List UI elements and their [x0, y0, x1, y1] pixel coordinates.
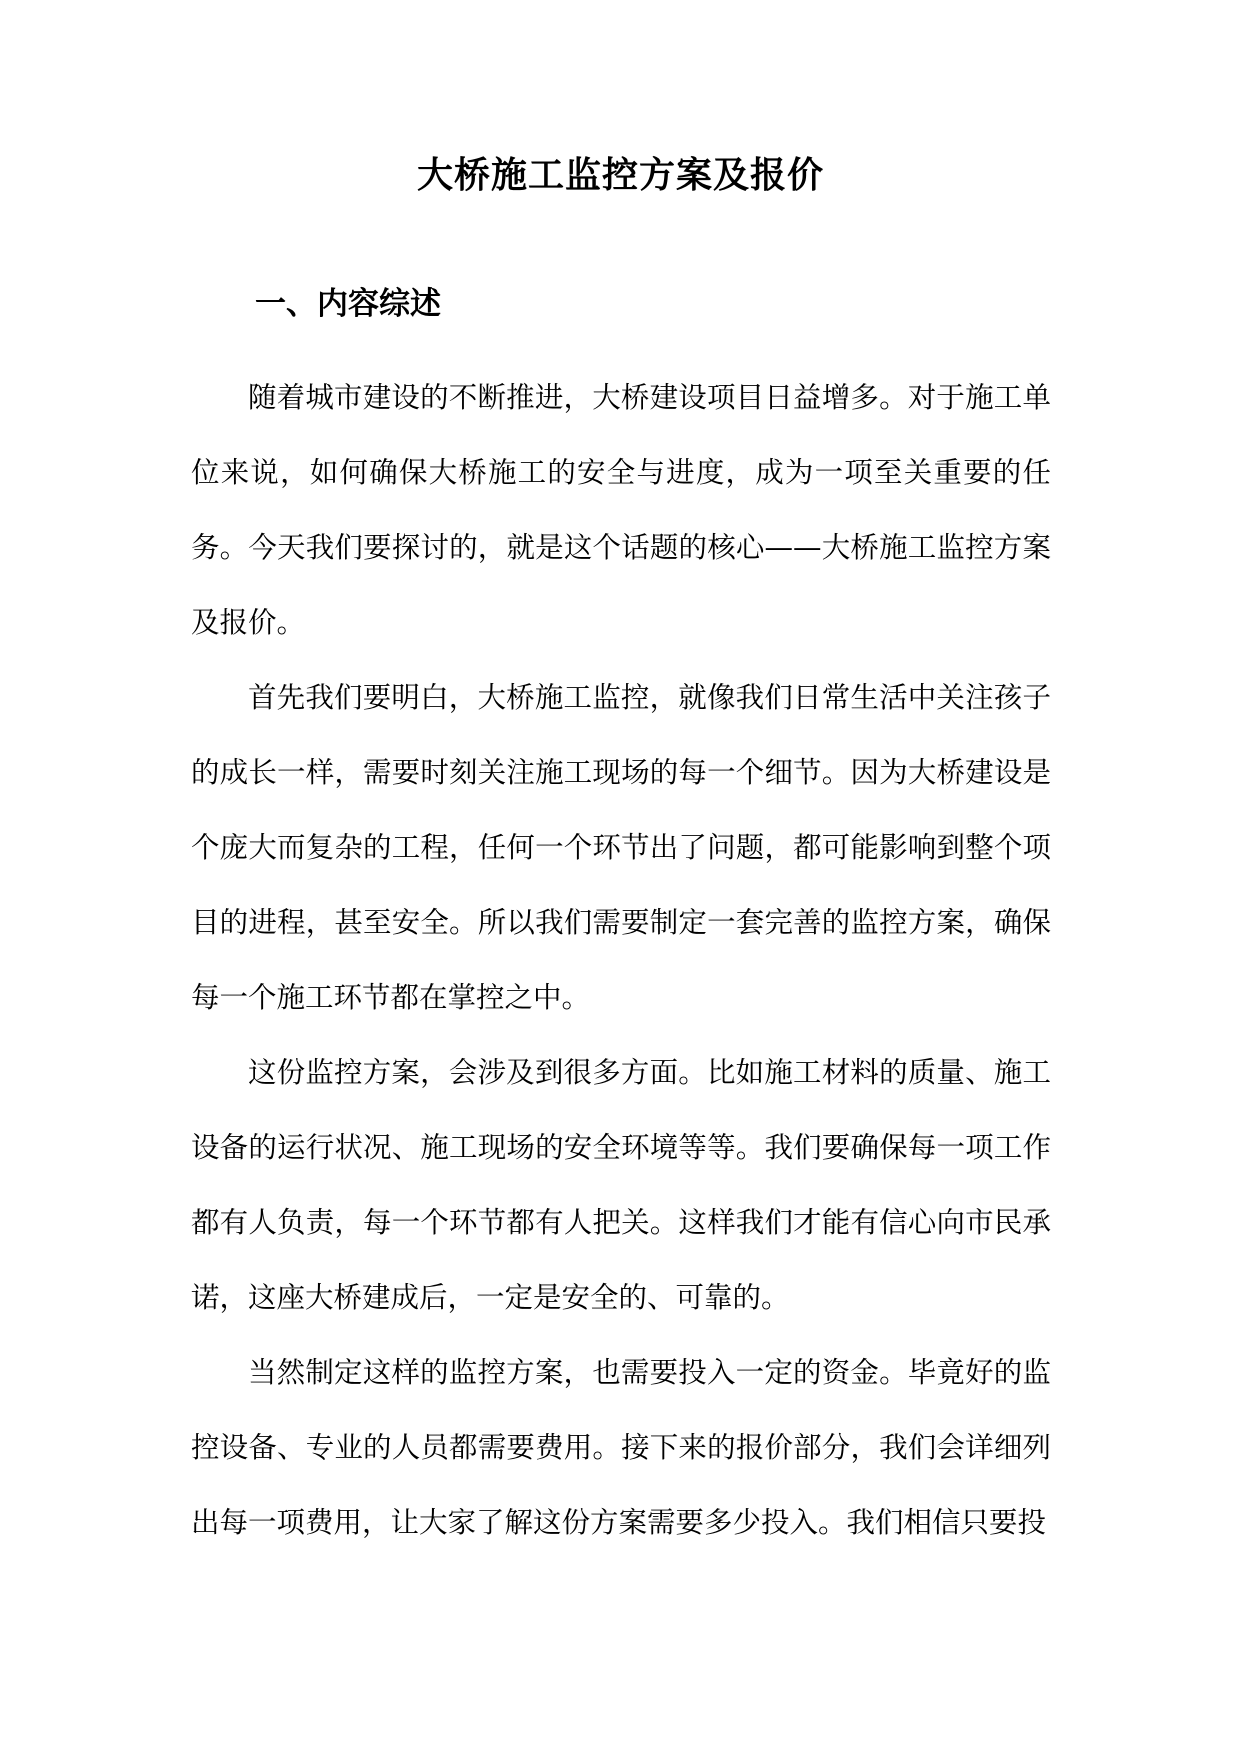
- paragraph-4: 当然制定这样的监控方案，也需要投入一定的资金。毕竟好的监控设备、专业的人员都需要费用。接下来的报价部分，我们会详细列出每一项费用，让大家了解这份方案需要多少投入。我们相信只要投: [191, 1356, 1051, 1539]
- document-title: 大桥施工监控方案及报价: [416, 154, 824, 196]
- body-text: [191, 360, 1051, 1560]
- paragraph-1: 随着城市建设的不断推进，大桥建设项目日益增多。对于施工单位来说，如何确保大桥施工的安全与进度，成为一项至关重要的任务。今天我们要探讨的，就是这个话题的核心——大桥施工监控方案及报价。: [191, 381, 1051, 639]
- section-heading: 一、内容综述: [255, 286, 441, 322]
- paragraph-3: 这份监控方案，会涉及到很多方面。比如施工材料的质量、施工设备的运行状况、施工现场的安全环境等等。我们要确保每一项工作都有人负责，每一个环节都有人把关。这样我们才能有信心向市民承诺，这座大桥建成后，一定是安全的、可靠的。: [191, 1056, 1051, 1314]
- paragraph-2: 首先我们要明白，大桥施工监控，就像我们日常生活中关注孩子的成长一样，需要时刻关注施工现场的每一个细节。因为大桥建设是个庞大而复杂的工程，任何一个环节出了问题，都可能影响到整个项目的进程，甚至安全。所以我们需要制定一套完善的监控方案，确保每一个施工环节都在掌控之中。: [191, 681, 1051, 1014]
